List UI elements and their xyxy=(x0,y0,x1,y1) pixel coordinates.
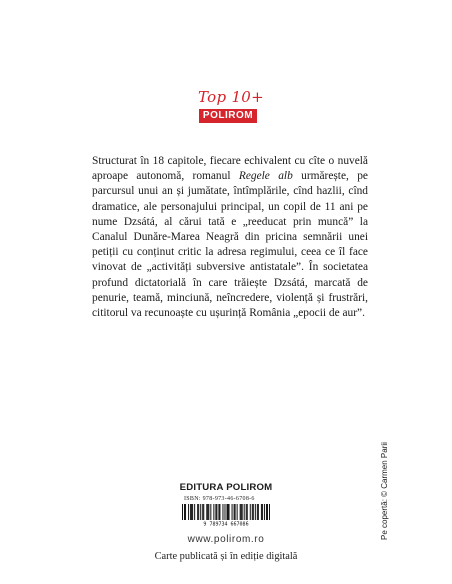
series-logo xyxy=(198,88,264,123)
blurb-part-2: urmărește, pe parcursul unui an și jumătate, întîmplările, cînd hazlii, cînd dramatice, ale personajului principal, un copil de 11 ani pe nume Dzsátá, al cărui tată e „reeducat prin muncă” la Canalul Dunăre-Marea Neagră din pricina semnării unei petiții cu conținut critic la adresa regimului, ceea ce îl face vinovat de „activități subversive antistatale”. În societatea profund dictatorială în care trăiește Dzsátá, marcată de penurie, teamă, minciună, neîncredere, violență și frustrări, cititorul va recunoaște cu ușurință România „epocii de aur”. xyxy=(92,170,368,320)
book-title-italic: Regele alb xyxy=(238,170,293,183)
website-link[interactable]: www.polirom.ro xyxy=(187,534,265,545)
publisher-name: EDITURA POLIROM xyxy=(179,482,273,493)
isbn-label: ISBN: 978-973-46-6708-6 xyxy=(184,496,255,502)
barcode xyxy=(182,504,270,526)
blurb-part-1: Structurat în 18 capitole, fiecare echivalent cu cîte o nuvelă aproape autonomă, romanul xyxy=(92,155,368,183)
publisher-badge: POLIROM xyxy=(199,109,257,123)
barcode-digits: 9 789734 667086 xyxy=(203,521,249,526)
blurb-text xyxy=(92,154,368,321)
series-title: Top 10+ xyxy=(198,88,264,106)
digital-edition-note: Carte publicată și în ediție digitală xyxy=(154,551,298,562)
cover-credit: Pe copertă: © Carmen Parii xyxy=(380,442,389,540)
